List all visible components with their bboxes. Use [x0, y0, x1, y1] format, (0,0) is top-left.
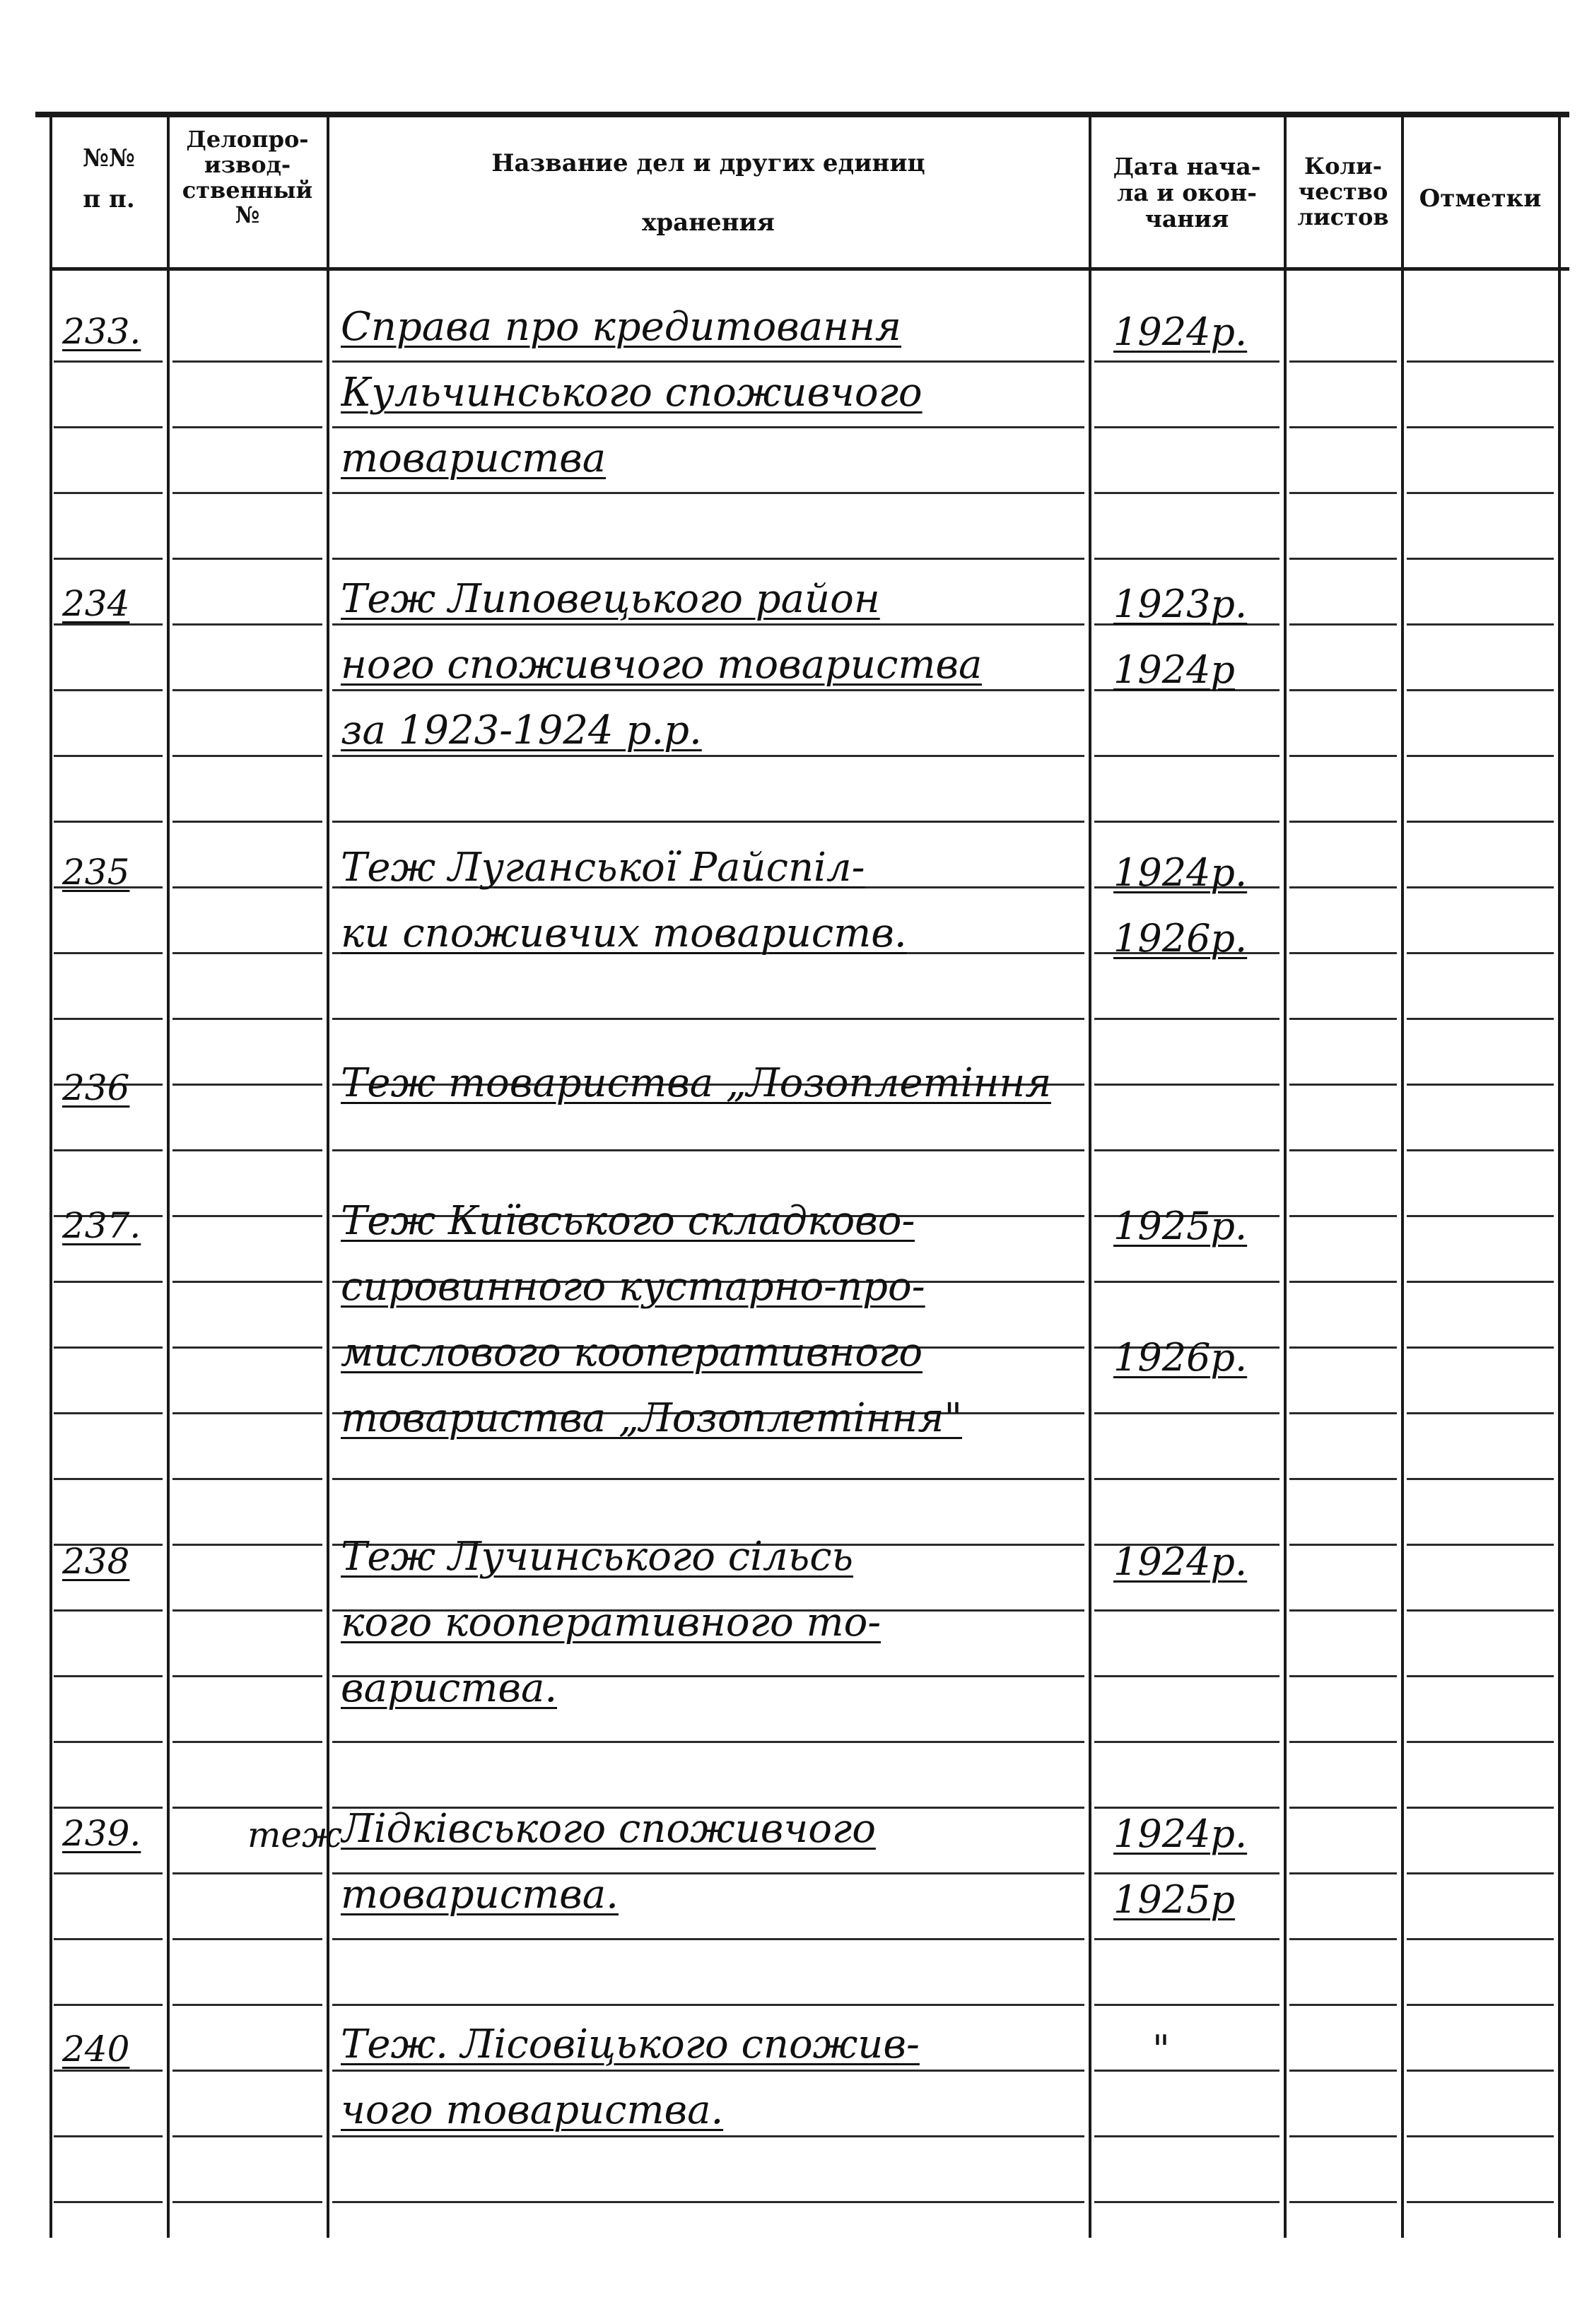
column-divider-4 [1284, 117, 1287, 2238]
table-top-border [35, 112, 1569, 117]
record-title-line: сировинного кустарно-про- [341, 1264, 925, 1310]
ruled-line [1289, 1544, 1397, 1546]
record-number: 233. [62, 311, 141, 352]
ruled-line [1407, 360, 1554, 363]
record-number: 235 [62, 852, 130, 893]
ruled-line [172, 1478, 322, 1480]
record-title-line: Теж Липовецького район [341, 576, 880, 622]
ruled-line [1407, 1084, 1554, 1086]
ruled-line [1094, 755, 1279, 757]
ruled-line [1407, 1741, 1554, 1743]
ruled-line [1407, 1478, 1554, 1480]
ruled-line [332, 2135, 1084, 2137]
ruled-line [54, 1412, 163, 1414]
record-date: 1924р. [1113, 1539, 1248, 1584]
record-title-line: Теж товариства „Лозоплетіння [341, 1060, 1052, 1106]
ruled-line [1289, 1149, 1397, 1151]
header-sheet-count: Коли- чество листов [1297, 153, 1389, 230]
ruled-line [1289, 2135, 1397, 2137]
ruled-line [1289, 886, 1397, 888]
ruled-line [172, 821, 322, 823]
ruled-line [1407, 755, 1554, 757]
ruled-line [1407, 1544, 1554, 1546]
ruled-line [54, 821, 163, 823]
ruled-line [1407, 1346, 1554, 1349]
ruled-line [332, 492, 1084, 494]
record-title-line: ки споживчих товариств. [341, 910, 907, 956]
record-title-line: чого товариства. [341, 2087, 724, 2133]
header-date: Дата нача- ла и окон- чания [1113, 153, 1261, 233]
ruled-line [1289, 1018, 1397, 1020]
ruled-line [1289, 952, 1397, 954]
record-number: 238 [62, 1541, 130, 1582]
record-number: 234 [62, 583, 130, 624]
ruled-line [1094, 558, 1279, 560]
ruled-line [54, 1938, 163, 1940]
ruled-line [1094, 426, 1279, 428]
ruled-line [54, 1281, 163, 1283]
ruled-line [172, 689, 322, 691]
ruled-line [172, 2004, 322, 2006]
record-title-line: товариства „Лозоплетіння" [341, 1395, 963, 1441]
ruled-line [172, 1807, 322, 1809]
ruled-line [172, 1346, 322, 1349]
ruled-line [332, 1478, 1084, 1480]
record-number: 237. [62, 1205, 141, 1246]
ruled-line [54, 2004, 163, 2006]
ruled-line [172, 1215, 322, 1217]
column-divider-3 [1089, 117, 1091, 2238]
record-number: 239. [62, 1813, 141, 1854]
ruled-line [1407, 1281, 1554, 1283]
ruled-line [1407, 558, 1554, 560]
record-date: 1926р. [1113, 916, 1248, 961]
record-date: 1924р. [1113, 310, 1248, 354]
ruled-line [54, 1675, 163, 1677]
ruled-line [1094, 1149, 1279, 1151]
header-notes: Отметки [1419, 184, 1542, 213]
ruled-line [1407, 2070, 1554, 2072]
ruled-line [172, 886, 322, 888]
ruled-line [1289, 1609, 1397, 1612]
ruled-line [1407, 1872, 1554, 1874]
ruled-line [54, 360, 163, 363]
ruled-line [172, 1018, 322, 1020]
ruled-line [1289, 1346, 1397, 1349]
ruled-line [1407, 623, 1554, 626]
ruled-line [1289, 426, 1397, 428]
ruled-line [54, 689, 163, 691]
record-title-line: кого кооперативного то- [341, 1600, 882, 1645]
ruled-line [1407, 689, 1554, 691]
ruled-line [54, 2201, 163, 2203]
ruled-line [1407, 1149, 1554, 1151]
ruled-line [1407, 1675, 1554, 1677]
ruled-line [172, 1872, 322, 1874]
ruled-line [172, 952, 322, 954]
column-divider-1 [167, 117, 170, 2238]
record-title-line: Лідківського споживчого [341, 1806, 876, 1852]
ruled-line [1407, 426, 1554, 428]
ruled-line [172, 1609, 322, 1612]
ruled-line [1289, 1084, 1397, 1086]
record-date: 1926р. [1113, 1335, 1248, 1380]
ruled-line [1289, 2201, 1397, 2203]
ruled-line [172, 2201, 322, 2203]
ruled-line [1407, 1807, 1554, 1809]
ruled-line [332, 2201, 1084, 2203]
ruled-line [54, 1807, 163, 1809]
record-title-line: Теж. Лісовіцького спожив- [341, 2021, 920, 2067]
column-divider-2 [327, 117, 329, 2238]
ruled-line [54, 1872, 163, 1874]
ruled-line [332, 2004, 1084, 2006]
ruled-line [172, 755, 322, 757]
ruled-line [332, 1741, 1084, 1743]
ruled-line [54, 952, 163, 954]
record-date: 1924р [1113, 647, 1235, 692]
ruled-line [1289, 1675, 1397, 1677]
ruled-line [54, 492, 163, 494]
ruled-line [1407, 1018, 1554, 1020]
ruled-line [1094, 1807, 1279, 1809]
ruled-line [1094, 821, 1279, 823]
ruled-line [54, 1149, 163, 1151]
ruled-line [1289, 1872, 1397, 1874]
ruled-line [1094, 1741, 1279, 1743]
table-right-border [1558, 117, 1561, 2238]
ruled-line [172, 1544, 322, 1546]
ruled-line [1094, 1872, 1279, 1874]
ruled-line [1094, 2004, 1279, 2006]
ruled-line [172, 623, 322, 626]
ruled-line [172, 360, 322, 363]
ruled-line [172, 426, 322, 428]
ruled-line [1407, 952, 1554, 954]
header-title-line1: Название дел и других единиц [491, 149, 925, 177]
ruled-line [332, 755, 1084, 757]
ruled-line [1289, 1741, 1397, 1743]
ruled-line [172, 1412, 322, 1414]
ruled-line [1289, 689, 1397, 691]
ruled-line [1289, 360, 1397, 363]
table-left-border [49, 117, 52, 2238]
ruled-line [54, 1741, 163, 1743]
ruled-line [332, 821, 1084, 823]
ruled-line [54, 1478, 163, 1480]
record-number: 240 [62, 2029, 130, 2070]
ruled-line [1289, 623, 1397, 626]
ruled-line [172, 492, 322, 494]
ruled-line [1094, 360, 1279, 363]
ruled-line [172, 1084, 322, 1086]
ruled-line [1094, 2070, 1279, 2072]
ruled-line [1289, 1215, 1397, 1217]
ruled-line [1094, 1938, 1279, 1940]
ruled-line [172, 1149, 322, 1151]
record-title-line: Справа про кредитовання [341, 304, 901, 350]
ruled-line [332, 558, 1084, 560]
ruled-line [332, 1018, 1084, 1020]
ruled-line [1094, 1412, 1279, 1414]
ruled-line [1094, 1084, 1279, 1086]
ruled-line [1289, 2004, 1397, 2006]
column-divider-5 [1401, 117, 1404, 2238]
ruled-line [54, 1609, 163, 1612]
header-office-number: Делопро- извод- ственный № [182, 126, 313, 229]
ruled-line [1407, 1215, 1554, 1217]
ruled-line [1094, 2135, 1279, 2137]
ruled-line [1407, 1938, 1554, 1940]
ruled-line [1289, 558, 1397, 560]
record-date: 1925р [1113, 1877, 1235, 1922]
ruled-line [1289, 821, 1397, 823]
ruled-line [54, 755, 163, 757]
record-title-line: ного споживчого товариства [341, 642, 983, 688]
record-title-line: Теж Лучинського сільсь [341, 1534, 854, 1580]
ruled-line [1407, 821, 1554, 823]
ruled-line [1407, 2004, 1554, 2006]
ruled-line [1407, 492, 1554, 494]
ruled-line [54, 2135, 163, 2137]
ruled-line [332, 2070, 1084, 2072]
ruled-line [1407, 2201, 1554, 2203]
record-title-line: вариства. [341, 1665, 558, 1711]
ruled-line [332, 1149, 1084, 1151]
ruled-line [1407, 1609, 1554, 1612]
ruled-line [1094, 1018, 1279, 1020]
ruled-line [1094, 2201, 1279, 2203]
ruled-line [1289, 1938, 1397, 1940]
ruled-line [332, 1938, 1084, 1940]
record-title-line: товариства. [341, 1872, 619, 1918]
record-title-line: Теж Київського складково- [341, 1198, 915, 1244]
header-title-line2: хранения [642, 209, 775, 237]
ruled-line [54, 2070, 163, 2072]
ruled-line [172, 2135, 322, 2137]
ruled-line [1289, 492, 1397, 494]
record-date: 1923р. [1113, 582, 1248, 626]
ruled-line [172, 1938, 322, 1940]
ruled-line [1289, 2070, 1397, 2072]
ruled-line [54, 1346, 163, 1349]
header-number: №№ п п. [83, 144, 135, 213]
record-date: 1924р. [1113, 850, 1248, 895]
ruled-line [1094, 1609, 1279, 1612]
ruled-line [1094, 1281, 1279, 1283]
ruled-line [1094, 492, 1279, 494]
ruled-line [172, 1741, 322, 1743]
ruled-line [1289, 1478, 1397, 1480]
record-title-line: Кульчинського споживчого [341, 370, 923, 416]
ruled-line [172, 1281, 322, 1283]
ruled-line [1289, 755, 1397, 757]
ruled-line [1289, 1281, 1397, 1283]
record-number: 236 [62, 1067, 130, 1108]
ruled-line [172, 558, 322, 560]
record-title-line: товариства [341, 435, 607, 481]
ruled-line [54, 426, 163, 428]
ruled-line [54, 1018, 163, 1020]
record-date: 1925р. [1113, 1204, 1248, 1248]
ruled-line [1407, 2135, 1554, 2137]
record-date: 1924р. [1113, 1812, 1248, 1856]
ruled-line [1094, 1478, 1279, 1480]
ruled-line [172, 2070, 322, 2072]
ruled-line [1094, 1675, 1279, 1677]
ruled-line [1407, 886, 1554, 888]
ruled-line [1289, 1807, 1397, 1809]
record-date: " [1152, 2027, 1170, 2072]
ruled-line [54, 558, 163, 560]
ruled-line [332, 689, 1084, 691]
ruled-line [1289, 1412, 1397, 1414]
ruled-line [332, 360, 1084, 363]
header-bottom-border [49, 267, 1569, 271]
record-office-number: теж [247, 1814, 342, 1855]
record-title-line: за 1923-1924 р.р. [341, 708, 702, 753]
ruled-line [332, 623, 1084, 626]
ruled-line [172, 1675, 322, 1677]
ruled-line [332, 426, 1084, 428]
record-title-line: мислового кооперативного [341, 1330, 923, 1375]
ruled-line [1407, 1412, 1554, 1414]
record-title-line: Теж Луганської Райспіл- [341, 845, 865, 891]
